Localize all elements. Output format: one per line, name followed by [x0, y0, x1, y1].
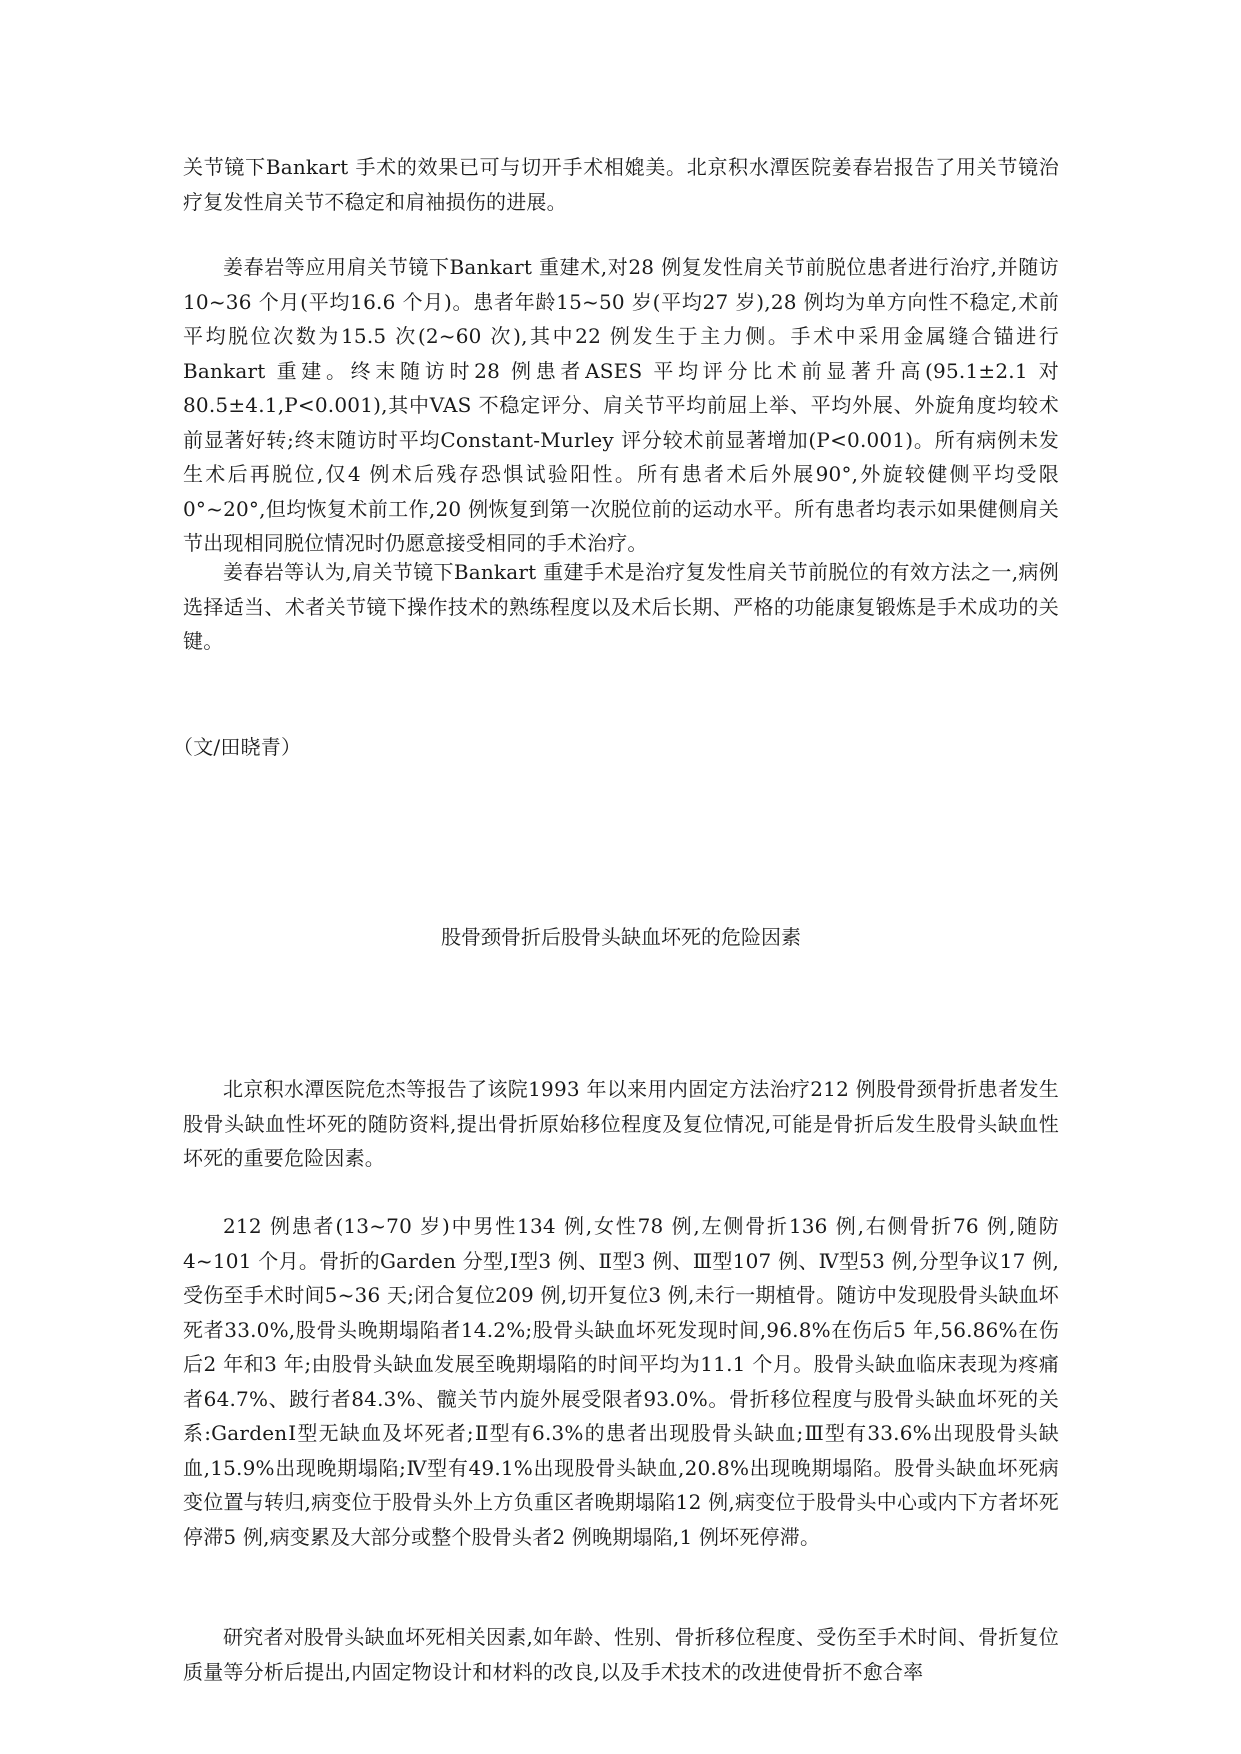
article2-paragraph-1 — [183, 1072, 1059, 1176]
paragraph: 北京积水潭医院危杰等报告了该院1993 年以来用内固定方法治疗212 例股骨颈骨折患者发生股骨头缺血性坏死的随防资料,提出骨折原始移位程度及复位情况,可能是骨折后发生股骨头缺血性坏死的重要危险因素。 — [183, 1077, 1059, 1170]
author-credit: （文/田晓青） — [173, 735, 302, 759]
paragraph: 212 例患者(13~70 岁)中男性134 例,女性78 例,左侧骨折136 例,右侧骨折76 例,随防4~101 个月。骨折的Garden 分型,Ⅰ型3 例、Ⅱ型3 例、Ⅲ型107 例、Ⅳ型53 例,分型争议17 例,受伤至手术时间5~36 天;闭合复位209 例,切开复位3 例,未行一期植骨。随访中发现股骨头缺血坏死者33.0%,股骨头晚期塌陷者14.2%;股骨头缺血坏死发现时间,96.8%在伤后5 年,56.86%在伤后2 年和3 年;由股骨头缺血发展至晚期塌陷的时间平均为11.1 个月。股骨头缺血临床表现为疼痛者64.7%、跛行者84.3%、髋关节内旋外展受限者93.0%。骨折移位程度与股骨头缺血坏死的关系:GardenⅠ型无缺血及坏死者;Ⅱ型有6.3%的患者出现股骨头缺血;Ⅲ型有33.6%出现股骨头缺血,15.9%出现晚期塌陷;Ⅳ型有49.1%出现股骨头缺血,20.8%出现晚期塌陷。股骨头缺血坏死病变位置与转归,病变位于股骨头外上方负重区者晚期塌陷12 例,病变位于股骨头中心或内下方者坏死停滞5 例,病变累及大部分或整个股骨头者2 例晚期塌陷,1 例坏死停滞。 — [183, 1214, 1059, 1549]
article2-paragraph-3 — [183, 1620, 1059, 1689]
paragraph: 姜春岩等认为,肩关节镜下Bankart 重建手术是治疗复发性肩关节前脱位的有效方法之一,病例选择适当、术者关节镜下操作技术的熟练程度以及术后长期、严格的功能康复锻炼是手术成功的关键。 — [183, 560, 1059, 653]
paragraph: 姜春岩等应用肩关节镜下Bankart 重建术,对28 例复发性肩关节前脱位患者进行治疗,并随访10~36 个月(平均16.6 个月)。患者年龄15~50 岁(平均27 岁),28 例均为单方向性不稳定,术前平均脱位次数为15.5 次(2~60 次),其中22 例发生于主力侧。手术中采用金属缝合锚进行Bankart 重建。终末随访时28 例患者ASES 平均评分比术前显著升高(95.1±2.1 对80.5±4.1,P<0.001),其中VAS 不稳定评分、肩关节平均前屈上举、平均外展、外旋角度均较术前显著好转;终末随访时平均Constant-Murley 评分较术前显著增加(P<0.001)。所有病例未发生术后再脱位,仅4 例术后残存恐惧试验阳性。所有患者术后外展90°,外旋较健侧平均受限0°~20°,但均恢复术前工作,20 例恢复到第一次脱位前的运动水平。所有患者均表示如果健侧肩关节出现相同脱位情况时仍愿意接受相同的手术治疗。 — [183, 255, 1059, 555]
article1-paragraph-3 — [183, 555, 1059, 659]
paragraph: 关节镜下Bankart 手术的效果已可与切开手术相媲美。北京积水潭医院姜春岩报告了用关节镜治疗复发性肩关节不稳定和肩袖损伤的进展。 — [183, 155, 1059, 214]
paragraph: 研究者对股骨头缺血坏死相关因素,如年龄、性别、骨折移位程度、受伤至手术时间、骨折复位质量等分析后提出,内固定物设计和材料的改良,以及手术技术的改进使骨折不愈合率 — [183, 1625, 1059, 1684]
article1-paragraph-continued — [183, 150, 1059, 219]
article2-paragraph-2 — [183, 1209, 1059, 1554]
article2-title: 股骨颈骨折后股骨头缺血坏死的危险因素 — [441, 925, 801, 949]
article1-paragraph-2 — [183, 250, 1059, 561]
article1-author — [173, 730, 1059, 765]
